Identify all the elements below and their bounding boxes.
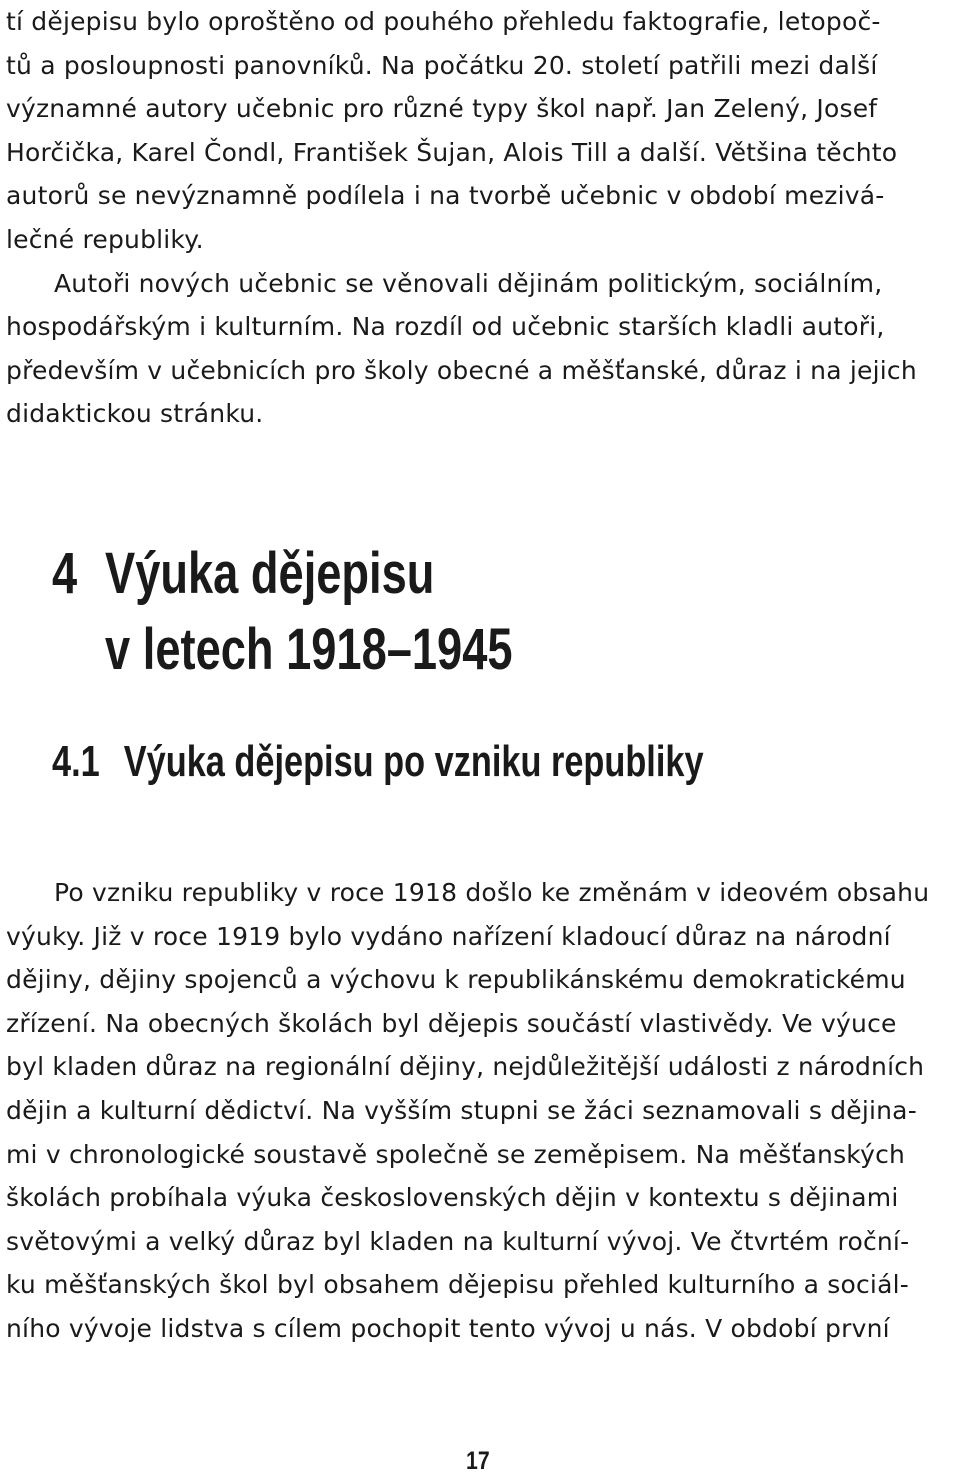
text-line: Autoři nových učebnic se věnovali dějinám politickým, sociálním,	[54, 268, 883, 298]
text-line: školách probíhala výuka československých dějin v kontextu s dějinami	[6, 1183, 899, 1213]
text-line: dějin a kulturní dědictví. Na vyšším stupni se žáci seznamovali s dějina-	[6, 1095, 917, 1125]
text-line: výuky. Již v roce 1919 bylo vydáno nařízení kladoucí důraz na národní	[6, 921, 891, 951]
section-heading	[52, 734, 704, 790]
text-line: ku měšťanských škol byl obsahem dějepisu přehled kulturního a sociál-	[6, 1270, 909, 1300]
text-line: tů a posloupnosti panovníků. Na počátku 20. století patřili mezi další	[6, 50, 878, 80]
chapter-title-line-2: v letech 1918–1945	[105, 617, 513, 682]
paragraph-intro	[6, 0, 956, 436]
text-line: tí dějepisu bylo oproštěno od pouhého přehledu faktografie, letopoč-	[6, 7, 881, 36]
chapter-heading	[52, 536, 513, 688]
text-line: didaktickou stránku.	[6, 399, 264, 429]
text-line: byl kladen důraz na regionální dějiny, nejdůležitější události z národních	[6, 1052, 925, 1082]
text-line: ního vývoje lidstva s cílem pochopit tento vývoj u nás. V období první	[6, 1313, 890, 1343]
text-line: především v učebnicích pro školy obecné a měšťanské, důraz i na jejich	[6, 355, 917, 385]
paragraph-section-body	[6, 871, 956, 1351]
text-line: světovými a velký důraz byl kladen na kulturní vývoj. Ve čtvrtém roční-	[6, 1226, 910, 1256]
text-line: zřízení. Na obecných školách byl dějepis součástí vlastivědy. Ve výuce	[6, 1008, 897, 1038]
text-line: významné autory učebnic pro různé typy škol např. Jan Zelený, Josef	[6, 94, 878, 124]
text-line: Po vzniku republiky v roce 1918 došlo ke změnám v ideovém obsahu	[54, 878, 930, 907]
page-number: 17	[466, 1447, 490, 1475]
text-line: Horčička, Karel Čondl, František Šujan, Alois Till a další. Většina těchto	[6, 137, 898, 167]
text-line: dějiny, dějiny spojenců a výchovu k republikánskému demokratickému	[6, 965, 906, 995]
section-number: 4.1	[52, 737, 100, 786]
section-title: Výuka dějepisu po vzniku republiky	[123, 737, 704, 786]
text-line: mi v chronologické soustavě společně se zeměpisem. Na měšťanských	[6, 1139, 906, 1169]
text-line: autorů se nevýznamně podílela i na tvorbě učebnic v období mezivá-	[6, 181, 885, 211]
chapter-title-line-1: Výuka dějepisu	[105, 541, 435, 606]
chapter-number: 4	[52, 541, 78, 606]
text-line: lečné republiky.	[6, 224, 204, 254]
text-line: hospodářským i kulturním. Na rozdíl od učebnic starších kladli autoři,	[6, 312, 885, 342]
